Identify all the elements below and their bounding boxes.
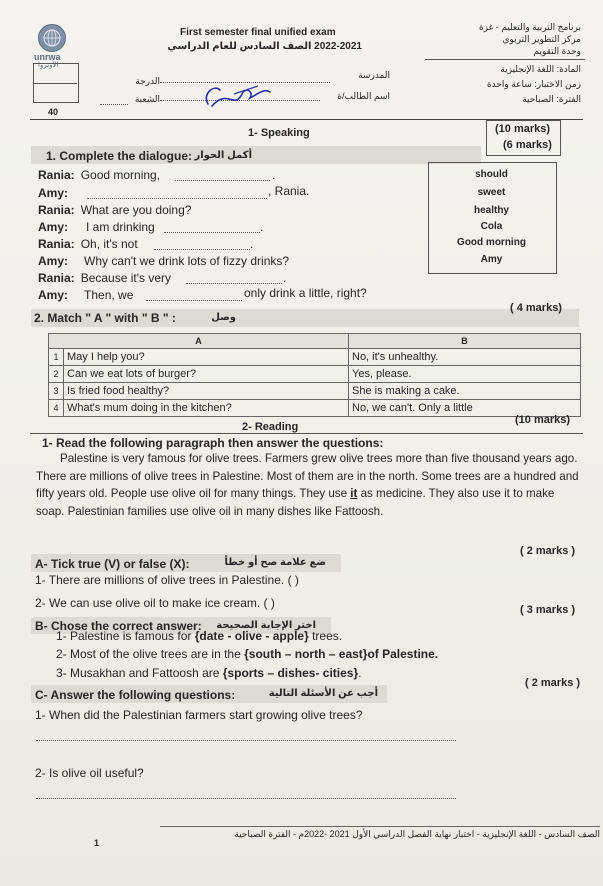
answer-line[interactable] <box>36 798 456 799</box>
table-row <box>49 383 581 400</box>
q1-title-ar: أكمل الحوار <box>194 150 252 161</box>
question-item: 1- When did the Palestinian farmers start growing olive trees? <box>35 708 363 722</box>
ar-org-1: برنامج التربية والتعليم - غزة <box>478 22 581 32</box>
table-row <box>49 400 581 417</box>
b-title-ar: اختر الإجابة الصحيحة <box>216 620 316 631</box>
logo-text-ar: الأونروا <box>38 62 59 69</box>
col-b-cell: Yes, please. <box>349 366 581 383</box>
reading-instruction: 1- Read the following paragraph then answer the questions: <box>42 436 384 450</box>
ar-org-2: مركز التطوير التربوي <box>502 34 581 44</box>
reading-title: 2- Reading <box>242 421 299 433</box>
word-bank-item: Good morning <box>457 237 526 248</box>
choice-options: {south – north – east} <box>244 647 368 661</box>
dialogue-speaker: Amy: <box>38 254 69 268</box>
dialogue-speaker: Amy: <box>38 288 69 302</box>
col-b-cell: No, we can't. Only a little <box>349 400 581 417</box>
ar-period: الفترة: الصباحية <box>522 94 581 104</box>
blank-line[interactable] <box>87 198 267 199</box>
word-bank-item: should <box>475 169 508 180</box>
col-b-header: B <box>349 334 581 349</box>
b-title: B- Chose the correct answer: <box>35 619 202 633</box>
dialogue-text: What are you doing? <box>80 203 192 217</box>
dialogue-text: I am drinking <box>86 220 155 234</box>
paragraph-it: it <box>350 487 358 500</box>
choice-post: of Palestine. <box>367 647 439 661</box>
paragraph-text-2: as medicine. They also use it to make soap. Palestinian families use olive oil in many dishes like Fattoosh. <box>36 487 555 518</box>
dialogue-text: Then, we <box>84 288 134 302</box>
dialogue-speaker: Rania: <box>38 237 75 251</box>
dialogue-after: only drink a little, right? <box>244 286 367 300</box>
tick-item: 1- There are millions of olive trees in Palestine. ( ) <box>35 573 299 587</box>
speaking-marks: (10 marks) <box>495 123 551 135</box>
word-bank-item: sweet <box>477 187 506 198</box>
dialogue-after: . <box>283 271 287 285</box>
dialogue-after: . <box>272 168 276 182</box>
page-number: 1 <box>94 838 100 848</box>
word-bank-item: healthy <box>473 205 509 216</box>
q1-marks: (6 marks) <box>503 139 552 151</box>
school-label: المدرسة <box>358 70 390 80</box>
dialogue-speaker: Amy: <box>38 220 69 234</box>
col-b-cell: No, it's unhealthy. <box>349 349 581 366</box>
row-number: 1 <box>49 349 64 366</box>
choice-post: trees. <box>308 629 343 643</box>
student-label: اسم الطالب/ة <box>337 91 390 101</box>
choice-post: . <box>358 666 362 680</box>
blank-line[interactable] <box>146 300 242 301</box>
blank-line[interactable] <box>164 232 260 233</box>
dialogue-text: Good morning, <box>80 168 161 182</box>
dialogue-speaker: Rania: <box>38 271 75 285</box>
exam-year: 2022-2021 الصف السادس للعام الدراسي <box>167 41 362 52</box>
answer-line[interactable] <box>36 740 456 741</box>
b-marks: ( 3 marks ) <box>520 604 576 616</box>
col-a-cell: Is fried food healthy? <box>64 383 349 400</box>
choice-pre: 2- Most of the olive trees are in the <box>56 647 245 661</box>
choice-pre: 1- Palestine is famous for <box>56 629 195 643</box>
table-row <box>49 366 581 383</box>
grade-label: الدرجة <box>135 76 160 86</box>
reading-marks: (10 marks) <box>515 414 571 426</box>
ar-subject: المادة: اللغة الإنجليزية <box>500 64 581 74</box>
dialogue-speaker: Amy: <box>38 186 69 200</box>
tick-item: 2- We can use olive oil to make ice cream. ( ) <box>35 596 275 610</box>
dialogue-speaker: Rania: <box>38 168 75 182</box>
dialogue-after: . <box>250 237 254 251</box>
word-bank-item: Amy <box>480 254 503 265</box>
col-a-cell: May I help you? <box>64 349 349 366</box>
blank-line[interactable] <box>175 180 270 181</box>
section-label: الشعبة <box>134 94 160 104</box>
q2-title-ar: وصل <box>211 312 236 323</box>
q2-title: 2. Match " A " with " B " : <box>34 311 176 325</box>
c-title-ar: أجب عن الأسئلة التالية <box>268 688 378 699</box>
dialogue-text: Because it's very <box>80 271 172 285</box>
blank-line[interactable] <box>154 249 250 250</box>
table-row <box>49 349 581 366</box>
choice-pre: 3- Musakhan and Fattoosh are <box>56 666 223 680</box>
dialogue-speaker: Rania: <box>38 203 75 217</box>
blank-line[interactable] <box>186 283 282 284</box>
a-title-ar: ضع علامة صح أو خطأ <box>224 557 326 568</box>
dialogue-text: Why can't we drink lots of fizzy drinks? <box>84 254 290 268</box>
q2-marks: ( 4 marks) <box>510 302 562 314</box>
c-title: C- Answer the following questions: <box>35 688 236 702</box>
col-a-cell: What's mum doing in the kitchen? <box>64 400 349 417</box>
choice-options: {sports – dishes- cities} <box>222 666 359 680</box>
c-marks: ( 2 marks ) <box>525 677 581 689</box>
exam-title: First semester final unified exam <box>180 27 336 38</box>
ar-duration: زمن الاختبار: ساعة واحدة <box>486 79 581 89</box>
col-a-header: A <box>49 334 349 349</box>
match-table <box>48 333 581 417</box>
a-marks: ( 2 marks ) <box>520 545 576 557</box>
logo-text-en: unrwa <box>34 52 61 62</box>
word-bank-item: Cola <box>480 221 503 232</box>
dialogue-text: Oh, it's not <box>80 237 138 251</box>
col-a-cell: Can we eat lots of burger? <box>64 366 349 383</box>
teacher-signature <box>198 80 278 117</box>
row-number: 4 <box>49 400 64 417</box>
unrwa-logo-icon <box>38 24 66 52</box>
dialogue-after: , Rania. <box>268 184 310 198</box>
row-number: 3 <box>49 383 64 400</box>
paragraph-text: Palestine is very famous for olive trees. Farmers grew olive trees more than five thousand years ago. There are millions of olive trees in Palestine. Most of them are in the north. Some trees are a hundred and fifty years old. People use olive oil for many things. They use <box>36 452 579 500</box>
a-title: A- Tick true (V) or false (X): <box>35 557 190 571</box>
dialogue-after: . <box>260 220 264 234</box>
ar-org-3: وحدة التقويم <box>533 46 581 56</box>
choice-options: {date - olive - apple} <box>194 629 309 643</box>
question-item: 2- Is olive oil useful? <box>35 766 144 780</box>
reading-paragraph <box>36 450 582 520</box>
q1-title: 1. Complete the dialogue: <box>46 149 193 163</box>
footer-text: الصف السادس - اللغة الإنجليزية - اختبار نهاية الفصل الدراسي الأول 2021 -2022م - الفترة الصباحية <box>234 829 600 839</box>
row-number: 2 <box>49 366 64 383</box>
total-marks: 40 <box>48 107 59 117</box>
speaking-title: 1- Speaking <box>248 127 310 139</box>
col-b-cell: She is making a cake. <box>349 383 581 400</box>
